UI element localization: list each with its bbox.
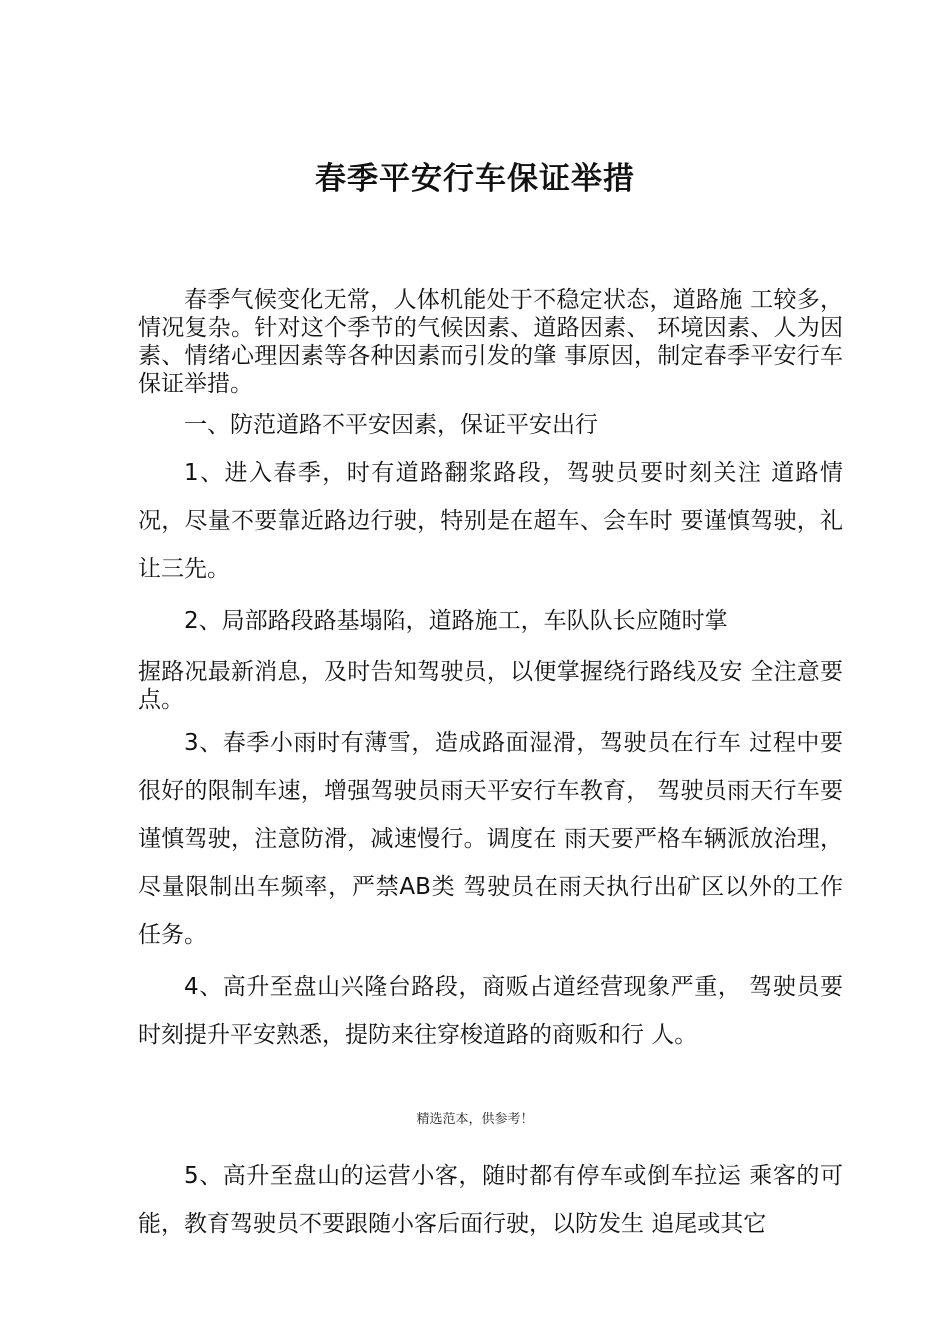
item-2-paragraph: 2、局部路段路基塌陷，道路施工，车队队长应随时掌 xyxy=(184,608,728,634)
section-heading-1: 一、防范道路不平安因素，保证平安出行 xyxy=(184,412,598,438)
document-title: 春季平安行车保证举措 xyxy=(315,161,635,197)
item-1-paragraph: 1、进入春季，时有道路翻浆路段，驾驶员要时刻关注 道路情况，尽量不要靠近路边行驶，特别是在超车、会车时 要谨慎驾驶，礼让三先。 xyxy=(138,460,843,582)
item-2-continuation: 握路况最新消息，及时告知驾驶员，以便掌握绕行路线及安 全注意要点。 xyxy=(138,659,843,713)
item-4-paragraph: 4、高升至盘山兴隆台路段，商贩占道经营现象严重， 驾驶员要时刻提升平安熟悉，提防来往穿梭道路的商贩和行 人。 xyxy=(138,974,843,1048)
item-3-paragraph: 3、春季小雨时有薄雪，造成路面湿滑，驾驶员在行车 过程中要很好的限制车速，增强驾驶员雨天平安行车教育， 驾驶员雨天行车要谨慎驾驶，注意防滑，减速慢行。调度在 雨天要严格车辆派放治理，尽量限制出车频率，严禁AB类 驾驶员在雨天执行出矿区以外的工作任务。 xyxy=(138,730,843,948)
page-footer-note: 精选范本，供参考！ xyxy=(416,1112,534,1127)
intro-paragraph: 春季气候变化无常，人体机能处于不稳定状态，道路施 工较多，情况复杂。针对这个季节的气候因素、道路因素、 环境因素、人为因素、情绪心理因素等各种因素而引发的肇 事原因，制定春季平安行车保证举措。 xyxy=(138,287,843,397)
item-5-paragraph: 5、高升至盘山的运营小客，随时都有停车或倒车拉运 乘客的可能，教育驾驶员不要跟随小客后面行驶，以防发生 追尾或其它 xyxy=(138,1163,843,1237)
